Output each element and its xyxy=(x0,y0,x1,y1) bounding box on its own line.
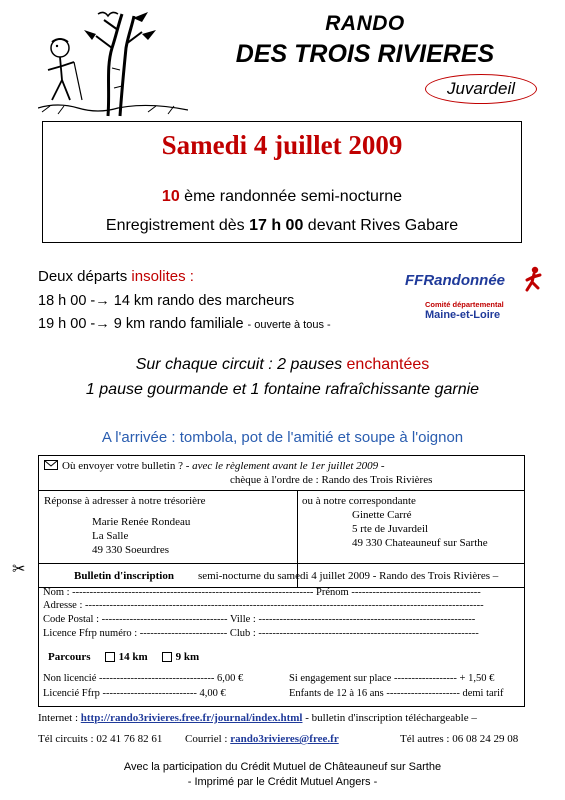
name-field[interactable]: Nom : --------------------------------------------------------------------- Prénom ------------------------------------- xyxy=(43,587,481,598)
treasurer-city: 49 330 Soeurdres xyxy=(92,544,169,556)
registration-form-subtitle: semi-nocturne du samedi 4 juillet 2009 - Rando des Trois Rivières – xyxy=(197,570,499,582)
departures-label-prefix: Deux départs xyxy=(38,268,132,285)
parcours-9km-checkbox[interactable] xyxy=(162,652,172,662)
treasurer-street: La Salle xyxy=(92,530,129,542)
print-credit: - Imprimé par le Crédit Mutuel Angers - xyxy=(187,776,378,788)
walker-icon xyxy=(523,266,545,292)
ffr-committee: Comité départemental xyxy=(425,300,504,309)
price-on-site: Si engagement sur place ------------------ + 1,50 € xyxy=(289,673,495,684)
title-line2: DES TROIS RIVIERES xyxy=(235,40,495,68)
title-line1: RANDO xyxy=(325,12,405,35)
registration-prefix: Enregistrement dès xyxy=(105,217,250,234)
correspondent-heading: ou à notre correspondante xyxy=(302,495,416,507)
registration-line xyxy=(42,217,522,235)
edition-number: 10 xyxy=(161,188,180,205)
postal-city-field[interactable]: Code Postal : ------------------------------------ Ville : -------------------------------------------------------------- xyxy=(43,614,476,625)
parcours-14km-checkbox[interactable] xyxy=(105,652,115,662)
departure-second-note: - ouverte à tous - xyxy=(247,319,331,331)
hiker-tree-illustration xyxy=(38,8,188,118)
website-link[interactable]: http://rando3rivieres.free.fr/journal/index.html xyxy=(80,712,303,724)
circuits-line1 xyxy=(0,356,565,374)
correspondent-street: 5 rte de Juvardeil xyxy=(352,523,429,535)
ffr-region: Maine-et-Loire xyxy=(425,309,501,321)
parcours-9km-label: 9 km xyxy=(175,651,200,663)
correspondent-address xyxy=(352,508,488,550)
send-question-text: Où envoyer votre bulletin ? - xyxy=(62,460,193,472)
email-link[interactable]: rando3rivieres@free.fr xyxy=(230,733,339,745)
parcours-14km-label: 14 km xyxy=(118,651,148,663)
event-date: Samedi 4 juillet 2009 xyxy=(161,130,403,160)
price-licensed: Licencié Ffrp --------------------------- 4,00 € xyxy=(43,688,226,699)
send-divider-horizontal xyxy=(38,490,525,491)
circuits-line2: 1 pause gourmande et 1 fontaine rafraîchissante garnie xyxy=(85,381,480,398)
envelope-icon xyxy=(44,460,58,470)
internet-line xyxy=(38,712,477,724)
licence-club-field[interactable]: Licence Ffrp numéro : ------------------------- Club : --------------------------------------------------------------- xyxy=(43,628,479,639)
send-cheque: chèque à l'ordre de : Rando des Trois Rivières xyxy=(230,474,433,486)
departure-first: 18 h 00 -→ 14 km rando des marcheurs xyxy=(38,293,295,309)
send-question-italic: avec le règlement avant le 1er juillet 2009 xyxy=(192,460,379,472)
correspondent-city: 49 330 Chateauneuf sur Sarthe xyxy=(352,537,488,549)
tel-circuits: Tél circuits : 02 41 76 82 61 xyxy=(38,733,163,745)
departures-label-highlight: insolites : xyxy=(131,268,194,285)
registration-suffix: devant Rives Gabare xyxy=(303,217,459,234)
arrival-line: A l'arrivée : tombola, pot de l'amitié et soupe à l'oignon xyxy=(101,429,464,446)
tel-autres: Tél autres : 06 08 24 29 08 xyxy=(400,733,519,745)
circuits-line1-prefix: Sur chaque circuit : 2 pauses xyxy=(135,356,347,373)
edition-text: ème randonnée semi-nocturne xyxy=(179,188,403,205)
email-label: Courriel : xyxy=(185,733,231,745)
sponsor-credit: Avec la participation du Crédit Mutuel de Châteauneuf sur Sarthe xyxy=(123,761,442,773)
edition-line xyxy=(42,188,522,206)
registration-form-heading xyxy=(74,570,498,582)
departures-label xyxy=(38,268,194,285)
registration-time: 17 h 00 xyxy=(249,217,304,234)
place-name: Juvardeil xyxy=(446,79,516,98)
departure-second-text: 19 h 00 -→ 9 km rando familiale xyxy=(38,316,248,332)
price-children: Enfants de 12 à 16 ans --------------------- demi tarif xyxy=(289,688,504,699)
treasurer-name: Marie Renée Rondeau xyxy=(92,516,191,528)
email-line xyxy=(185,733,339,745)
internet-label: Internet : xyxy=(38,712,81,724)
treasurer-address xyxy=(92,515,190,557)
treasurer-heading: Réponse à adresser à notre trésorière xyxy=(44,495,206,507)
parcours-selection xyxy=(48,651,199,663)
scissors-icon: ✂ xyxy=(12,561,26,578)
ffr-wordmark: FFRandonnée xyxy=(405,272,505,289)
correspondent-name: Ginette Carré xyxy=(352,509,412,521)
parcours-label: Parcours xyxy=(48,651,91,663)
registration-form-title: Bulletin d'inscription xyxy=(74,570,174,582)
send-question xyxy=(44,460,385,472)
address-field[interactable]: Adresse : ------------------------------------------------------------------------------------------------------------------ xyxy=(43,600,484,611)
send-question-end: - xyxy=(378,460,385,472)
internet-suffix: - bulletin d'inscription téléchargeable – xyxy=(302,712,477,724)
departure-second xyxy=(38,316,331,332)
ffrandonnee-logo xyxy=(405,272,555,321)
circuits-line1-highlight: enchantées xyxy=(346,356,430,373)
price-non-licensed: Non licencié --------------------------------- 6,00 € xyxy=(43,673,244,684)
